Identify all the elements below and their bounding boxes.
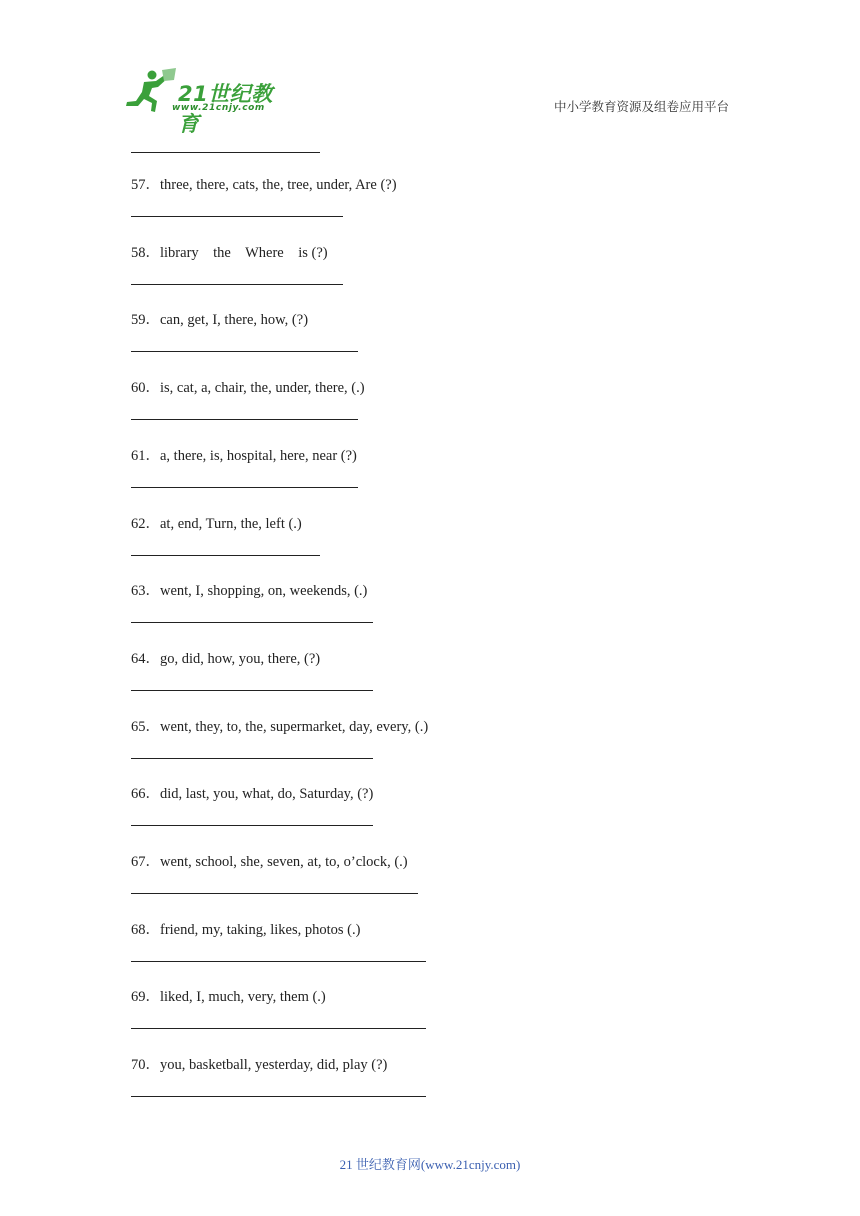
question-number: 67．	[131, 854, 160, 870]
answer-line[interactable]	[131, 419, 358, 420]
answer-line[interactable]	[131, 351, 358, 352]
question-number: 66．	[131, 786, 160, 803]
question-number: 59．	[131, 312, 160, 329]
page-footer: 21 世纪教育网(www.21cnjy.com)	[339, 1157, 521, 1172]
question-number: 62．	[131, 515, 160, 532]
question-item	[131, 850, 408, 871]
question-item	[131, 782, 373, 803]
question-number: 60．	[131, 380, 160, 397]
question-number: 57．	[131, 177, 160, 193]
logo-url: www.21cnjy.com	[172, 103, 265, 113]
question-number: 65．	[131, 718, 160, 735]
question-item	[131, 579, 367, 600]
question-item	[131, 647, 320, 668]
question-item	[131, 376, 365, 397]
question-number: 61．	[131, 447, 160, 464]
question-text: library the Where is (?)	[160, 244, 328, 261]
answer-line[interactable]	[131, 893, 418, 894]
question-text: went, they, to, the, supermarket, day, every, (.)	[160, 718, 429, 735]
question-text: at, end, Turn, the, left (.)	[160, 515, 302, 532]
question-text: did, last, you, what, do, Saturday, (?)	[160, 786, 374, 803]
answer-line[interactable]	[131, 961, 426, 962]
page-header	[0, 0, 860, 136]
question-text: went, school, she, seven, at, to, o’clock, (.)	[160, 854, 408, 870]
answer-line[interactable]	[131, 690, 373, 691]
runner-icon	[122, 68, 178, 116]
question-number: 69．	[131, 989, 160, 1006]
question-number: 58．	[131, 244, 160, 261]
question-item	[131, 715, 428, 736]
question-text: liked, I, much, very, them (.)	[160, 989, 326, 1006]
answer-line[interactable]	[131, 152, 320, 153]
question-number: 68．	[131, 921, 160, 938]
question-text: three, there, cats, the, tree, under, Are (?)	[160, 177, 397, 193]
question-item	[131, 173, 397, 194]
question-text: a, there, is, hospital, here, near (?)	[160, 447, 357, 464]
answer-line[interactable]	[131, 555, 320, 556]
question-number: 70．	[131, 1057, 160, 1074]
logo-title: 21世纪教育	[178, 82, 273, 136]
site-logo[interactable]	[122, 68, 292, 136]
answer-line[interactable]	[131, 487, 358, 488]
question-number: 63．	[131, 583, 160, 600]
question-number: 64．	[131, 650, 160, 667]
question-text: you, basketball, yesterday, did, play (?)	[160, 1057, 388, 1074]
question-item	[131, 241, 328, 262]
answer-line[interactable]	[131, 1096, 426, 1097]
question-text: friend, my, taking, likes, photos (.)	[160, 921, 361, 938]
question-item	[131, 918, 360, 939]
answer-line[interactable]	[131, 825, 373, 826]
question-item	[131, 1053, 387, 1074]
answer-line[interactable]	[131, 622, 373, 623]
platform-tagline: 中小学教育资源及组卷应用平台	[553, 99, 729, 114]
answer-line[interactable]	[131, 284, 343, 285]
question-text: can, get, I, there, how, (?)	[160, 312, 309, 329]
question-item	[131, 985, 326, 1006]
question-item	[131, 512, 302, 533]
question-text: went, I, shopping, on, weekends, (.)	[160, 583, 368, 600]
question-item	[131, 308, 308, 329]
question-text: is, cat, a, chair, the, under, there, (.)	[160, 380, 365, 397]
question-item	[131, 444, 357, 465]
question-text: go, did, how, you, there, (?)	[160, 650, 321, 667]
answer-line[interactable]	[131, 216, 343, 217]
answer-line[interactable]	[131, 1028, 426, 1029]
answer-line[interactable]	[131, 758, 373, 759]
